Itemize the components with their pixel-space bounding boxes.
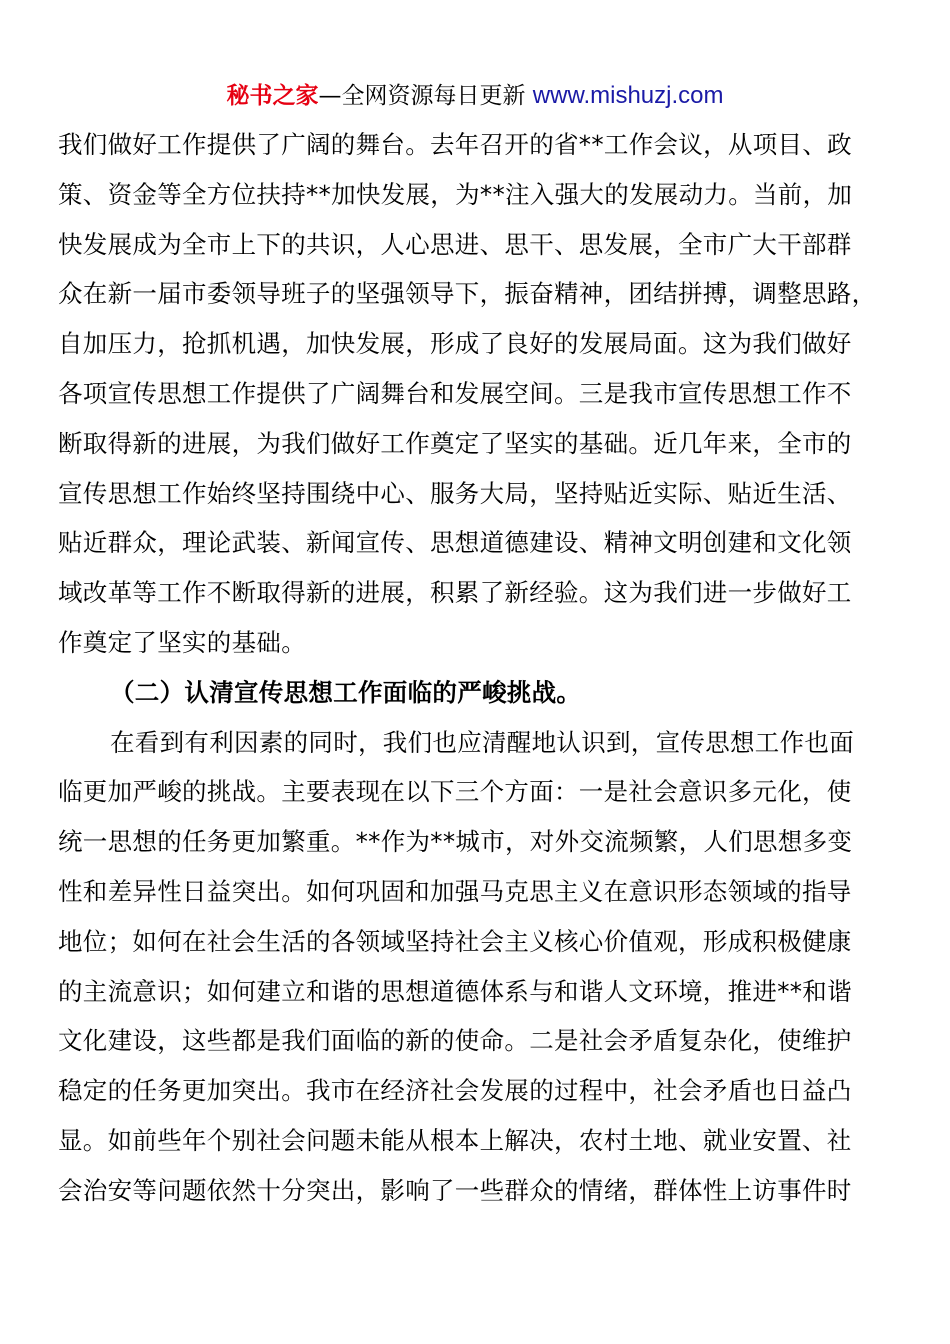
body-line: 会治安等问题依然十分突出，影响了一些群众的情绪，群体性上访事件时: [58, 1175, 852, 1205]
body-line: 众在新一届市委领导班子的坚强领导下，振奋精神，团结拼搏，调整思路，: [58, 279, 877, 309]
body-line: 自加压力，抢抓机遇，加快发展，形成了良好的发展局面。这为我们做好: [58, 329, 852, 359]
body-line: 统一思想的任务更加繁重。**作为**城市，对外交流频繁，人们思想多变: [58, 827, 853, 857]
document-body: [58, 120, 888, 1216]
body-line: 策、资金等全方位扶持**加快发展，为**注入强大的发展动力。当前，加: [58, 179, 853, 209]
site-url-link[interactable]: www.mishuzj.com: [532, 82, 724, 109]
body-line: 作奠定了坚实的基础。: [58, 627, 306, 657]
body-line: 贴近群众，理论武装、新闻宣传、思想道德建设、精神文明创建和文化领: [58, 528, 852, 558]
body-line: 性和差异性日益突出。如何巩固和加强马克思主义在意识形态领域的指导: [58, 876, 852, 906]
body-line: 文化建设，这些都是我们面临的新的使命。二是社会矛盾复杂化，使维护: [58, 1026, 852, 1056]
body-line: 我们做好工作提供了广阔的舞台。去年召开的省**工作会议，从项目、政: [58, 130, 852, 159]
body-line: 临更加严峻的挑战。主要表现在以下三个方面：一是社会意识多元化，使: [58, 777, 852, 807]
site-brand: 秘书之家: [226, 83, 319, 109]
body-line: 断取得新的进展，为我们做好工作奠定了坚实的基础。近几年来，全市的: [58, 428, 852, 458]
body-line: 宣传思想工作始终坚持围绕中心、服务大局，坚持贴近实际、贴近生活、: [58, 478, 852, 508]
body-line: 域改革等工作不断取得新的进展，积累了新经验。这为我们进一步做好工: [58, 578, 852, 608]
paragraph-first-line: 在看到有利因素的同时，我们也应清醒地认识到，宣传思想工作也面: [110, 727, 854, 757]
body-line: 的主流意识；如何建立和谐的思想道德体系与和谐人文环境，推进**和谐: [58, 976, 852, 1006]
site-header: [0, 80, 950, 112]
body-line: 快发展成为全市上下的共识，人心思进、思干、思发展，全市广大干部群: [58, 229, 852, 259]
body-line: 各项宣传思想工作提供了广阔舞台和发展空间。三是我市宣传思想工作不: [58, 378, 852, 408]
body-line: 稳定的任务更加突出。我市在经济社会发展的过程中，社会矛盾也日益凸: [58, 1076, 852, 1106]
section-heading: （二）认清宣传思想工作面临的严峻挑战。: [110, 677, 582, 707]
site-tagline: —全网资源每日更新: [318, 83, 526, 109]
body-line: 地位；如何在社会生活的各领域坚持社会主义核心价值观，形成积极健康: [58, 926, 852, 956]
body-line: 显。如前些年个别社会问题未能从根本上解决，农村土地、就业安置、社: [58, 1125, 852, 1155]
